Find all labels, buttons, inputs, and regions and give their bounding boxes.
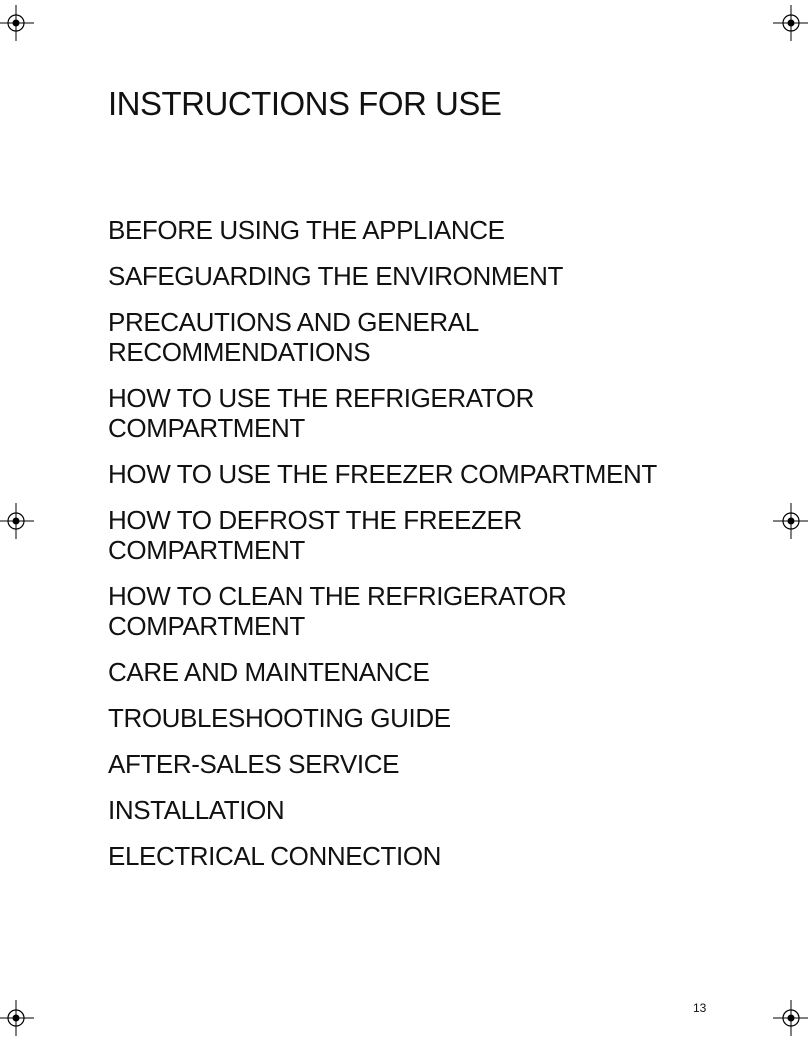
page-number: 13 (693, 1001, 707, 1015)
toc-item (108, 459, 758, 489)
registration-mark-middle-left-icon (0, 501, 36, 541)
toc-item-line: BEFORE USING THE APPLIANCE (108, 215, 505, 245)
toc-item (108, 841, 758, 871)
toc-item (108, 505, 758, 565)
toc-item-line: HOW TO DEFROST THE FREEZER (108, 505, 522, 535)
toc-item-line: COMPARTMENT (108, 413, 305, 443)
toc-item (108, 795, 758, 825)
toc-item-line: COMPARTMENT (108, 611, 305, 641)
registration-mark-top-left-icon (0, 3, 36, 43)
toc-item-line: ELECTRICAL CONNECTION (108, 841, 442, 871)
toc-item-line: RECOMMENDATIONS (108, 337, 371, 367)
toc-item (108, 657, 758, 687)
registration-mark-bottom-right-icon (771, 998, 808, 1038)
registration-mark-bottom-left-icon (0, 998, 36, 1038)
toc-item (108, 749, 758, 779)
toc-item-line: PRECAUTIONS AND GENERAL (108, 307, 479, 337)
registration-mark-middle-right-icon (771, 501, 808, 541)
toc-item-line: CARE AND MAINTENANCE (108, 657, 430, 687)
toc-item-line: AFTER-SALES SERVICE (108, 749, 400, 779)
toc-item-line: INSTALLATION (108, 795, 285, 825)
toc-item (108, 703, 758, 733)
table-of-contents (108, 215, 758, 887)
toc-item-line: HOW TO USE THE REFRIGERATOR (108, 383, 534, 413)
toc-item (108, 383, 758, 443)
toc-item-line: HOW TO CLEAN THE REFRIGERATOR (108, 581, 567, 611)
toc-item (108, 261, 758, 291)
toc-item (108, 307, 758, 367)
toc-item-line: TROUBLESHOOTING GUIDE (108, 703, 451, 733)
toc-item (108, 581, 758, 641)
toc-item-line: COMPARTMENT (108, 535, 305, 565)
toc-item (108, 215, 758, 245)
page-title: INSTRUCTIONS FOR USE (108, 85, 502, 122)
toc-item-line: HOW TO USE THE FREEZER COMPARTMENT (108, 459, 657, 489)
toc-item-line: SAFEGUARDING THE ENVIRONMENT (108, 261, 563, 291)
registration-mark-top-right-icon (771, 3, 808, 43)
